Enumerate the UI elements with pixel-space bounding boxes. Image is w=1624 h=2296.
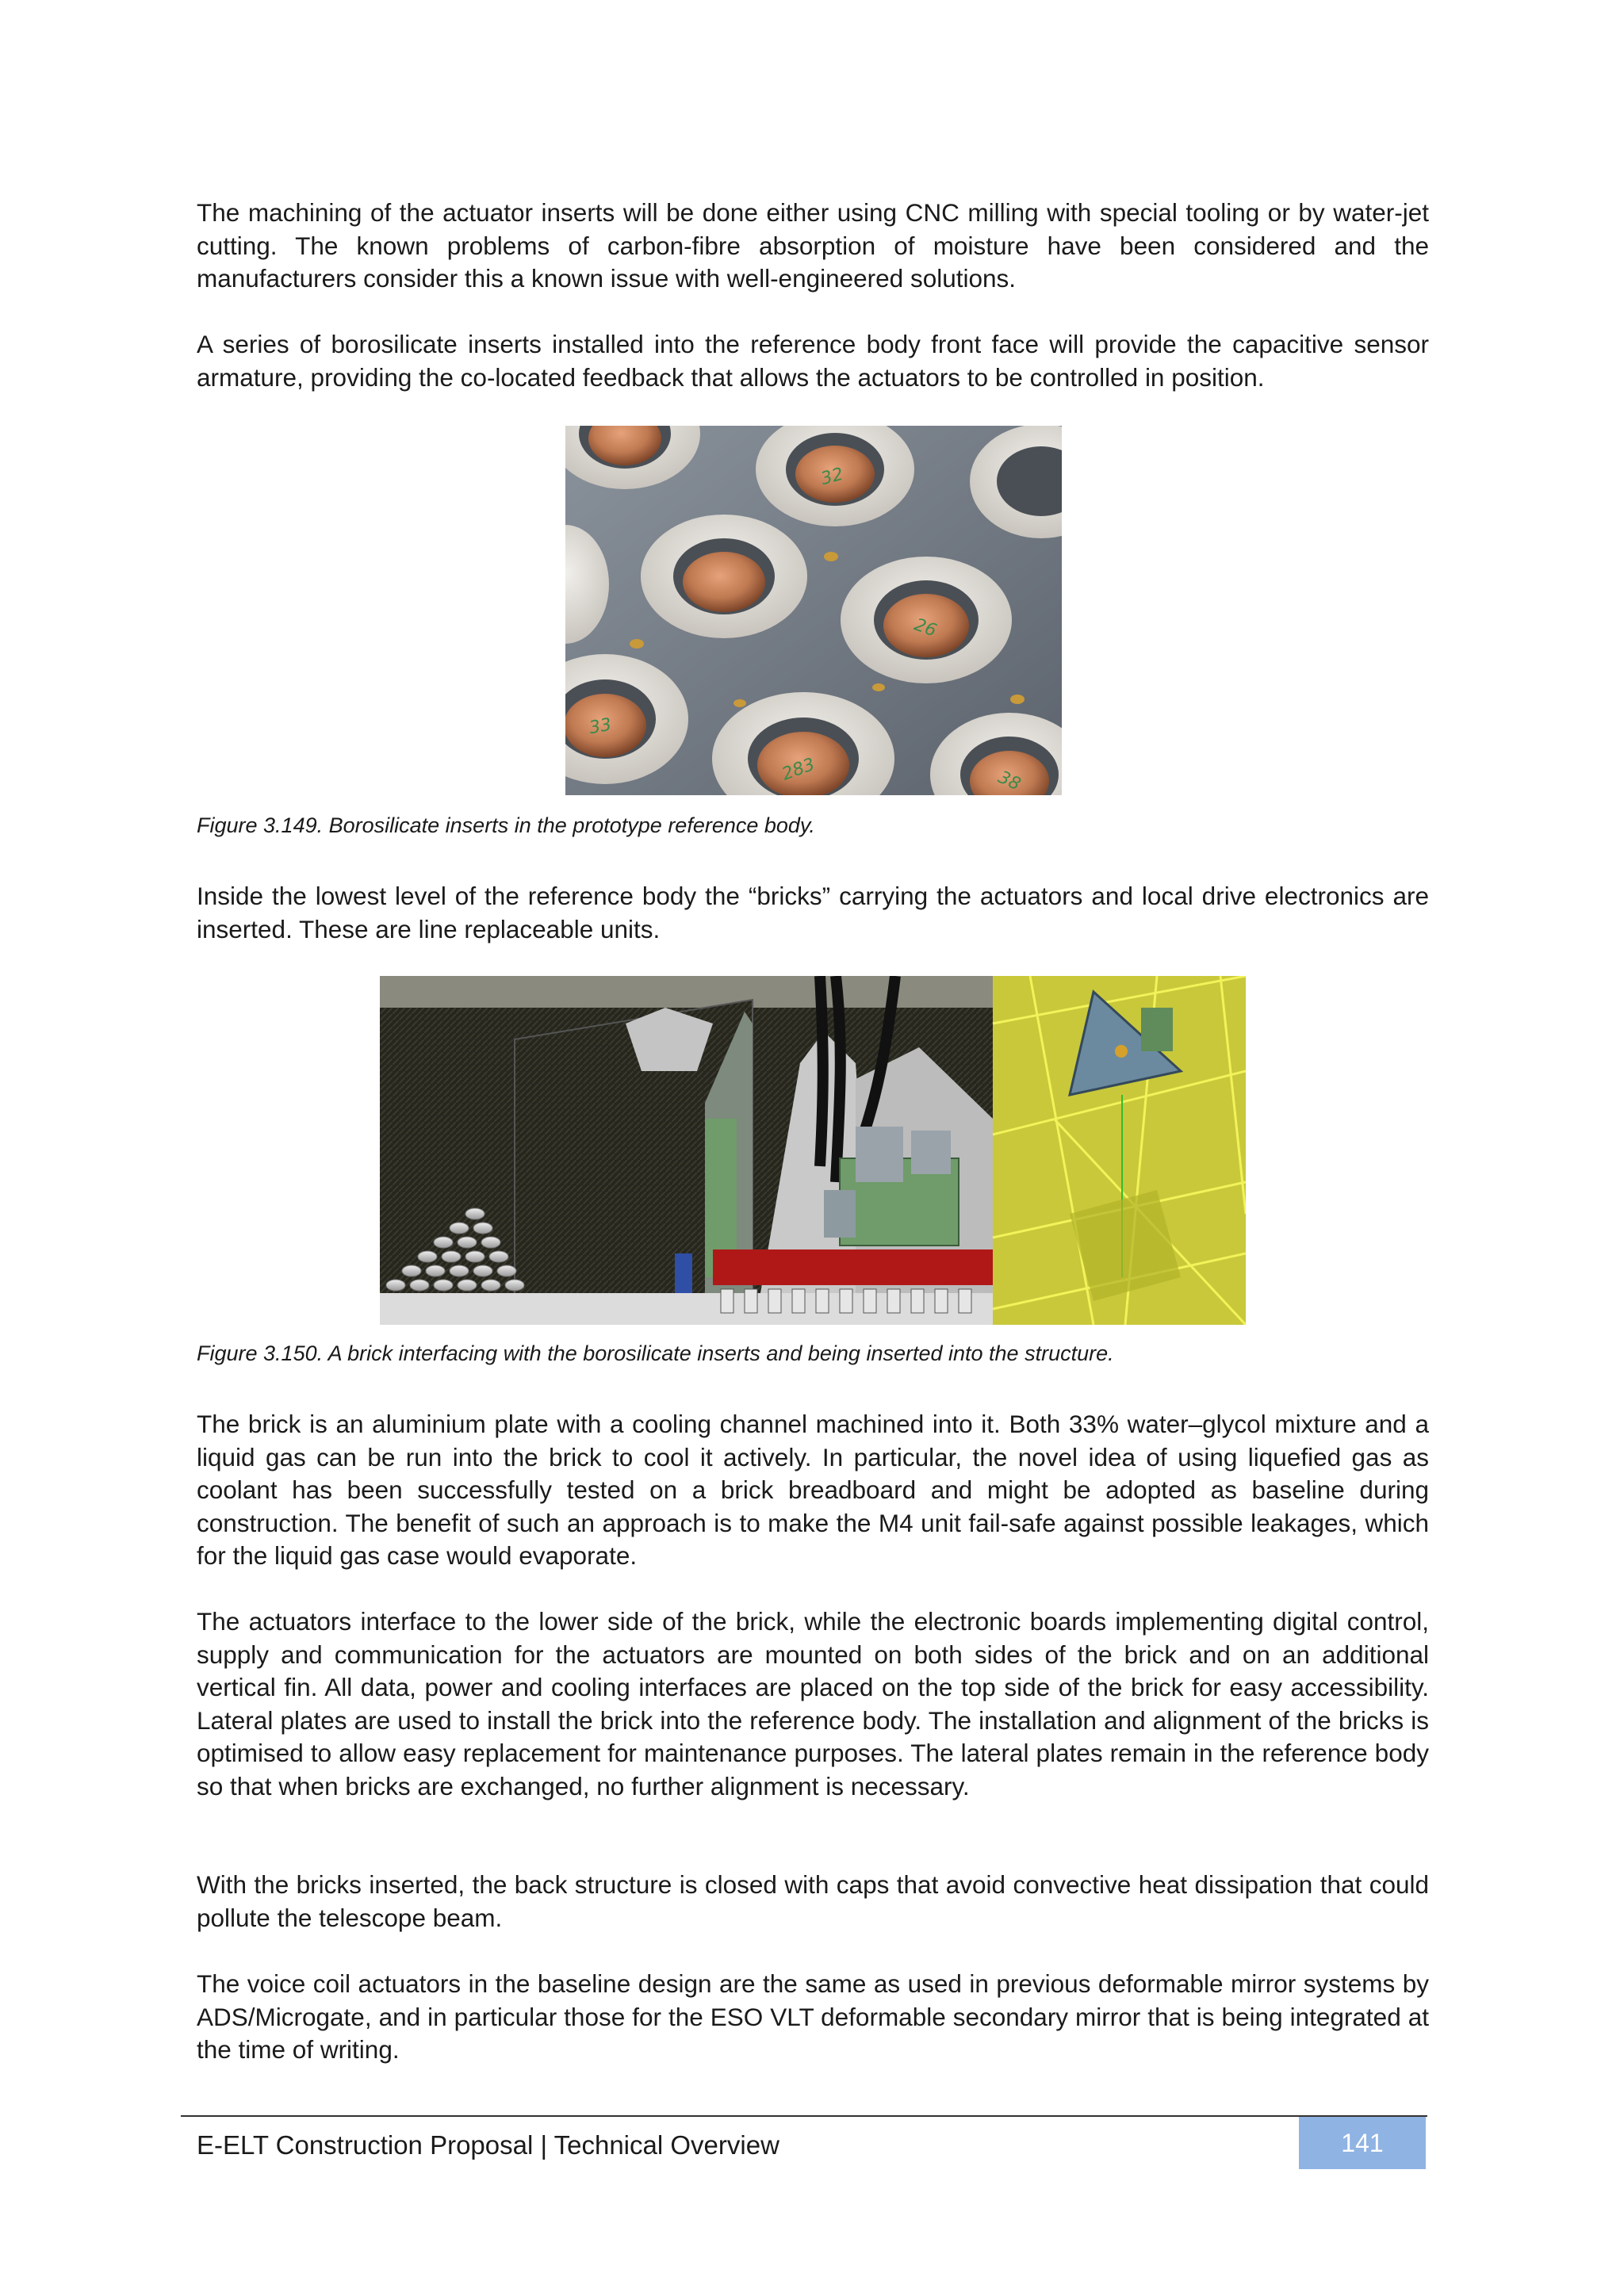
paragraph-7: The voice coil actuators in the baseline design are the same as used in previous deformable mirror systems by ADS/Microgate, and in particular those for the ESO VLT deformable secondary mirror that is being integrated at the time of writing. [197,1969,1429,2064]
insert-label-32: 32 [818,464,846,490]
paragraph-2: A series of borosilicate inserts installed into the reference body front face will provide the capacitive sensor armature, providing the co-located feedback that allows the actuators to be controlled in position. [197,330,1429,392]
footer-title: E-ELT Construction Proposal | Technical Overview [197,2130,779,2160]
insert-ring [641,515,807,638]
paragraph-4: The brick is an aluminium plate with a cooling channel machined into it. Both 33% water–glycol mixture and a liquid gas can be run into the brick to cool it actively. In particular, the novel idea of using liquefied gas as coolant has been successfully tested on a brick breadboard and might be adopted as baseline during construction. The benefit of such an approach is to make the M4 unit fail-safe against possible leakages, which for the liquid gas case would evaporate. [197,1410,1429,1570]
page-number-badge: 141 [1299,2117,1426,2169]
insert-label-283: 283 [779,754,818,785]
insert-label-26: 26 [911,614,940,641]
paragraph-1: The machining of the actuator inserts will be done either using CNC milling with special tooling or by water-jet cutting. The known problems of carbon-fibre absorption of moisture have been considered and the manufacturers consider this a known issue with well-engineered solutions. [197,198,1429,293]
figure-borosilicate-inserts [565,426,1062,795]
brick-render-left [380,976,993,1325]
footer-divider [181,2115,1427,2117]
borosilicate-inserts-photo [565,426,1062,795]
brick-insertion-render [380,976,1246,1325]
figure-3-150-caption: Figure 3.150. A brick interfacing with the borosilicate inserts and being inserted into the structure. [197,1341,1114,1365]
figure-3-149-caption: Figure 3.149. Borosilicate inserts in the prototype reference body. [197,813,815,837]
brick-render-right [993,976,1246,1325]
paragraph-3: Inside the lowest level of the reference body the “bricks” carrying the actuators and local drive electronics are inserted. These are line replaceable units. [197,882,1429,943]
insert-label-33: 33 [588,714,614,739]
insert-label-38: 38 [994,767,1024,795]
figure-brick-insertion [380,976,1246,1325]
paragraph-6: With the bricks inserted, the back structure is closed with caps that avoid convective heat dissipation that could pollute the telescope beam. [197,1870,1429,1932]
paragraph-5: The actuators interface to the lower side of the brick, while the electronic boards implementing digital control, supply and communication for the actuators are mounted on both sides of the brick and on an additional vertical fin. All data, power and cooling interfaces are placed on the top side of the brick for easy accessibility. Lateral plates are used to install the brick into the reference body. The installation and alignment of the bricks is optimised to allow easy replacement for maintenance purposes. The lateral plates remain in the reference body so that when bricks are exchanged, no further alignment is necessary. [197,1607,1429,1800]
